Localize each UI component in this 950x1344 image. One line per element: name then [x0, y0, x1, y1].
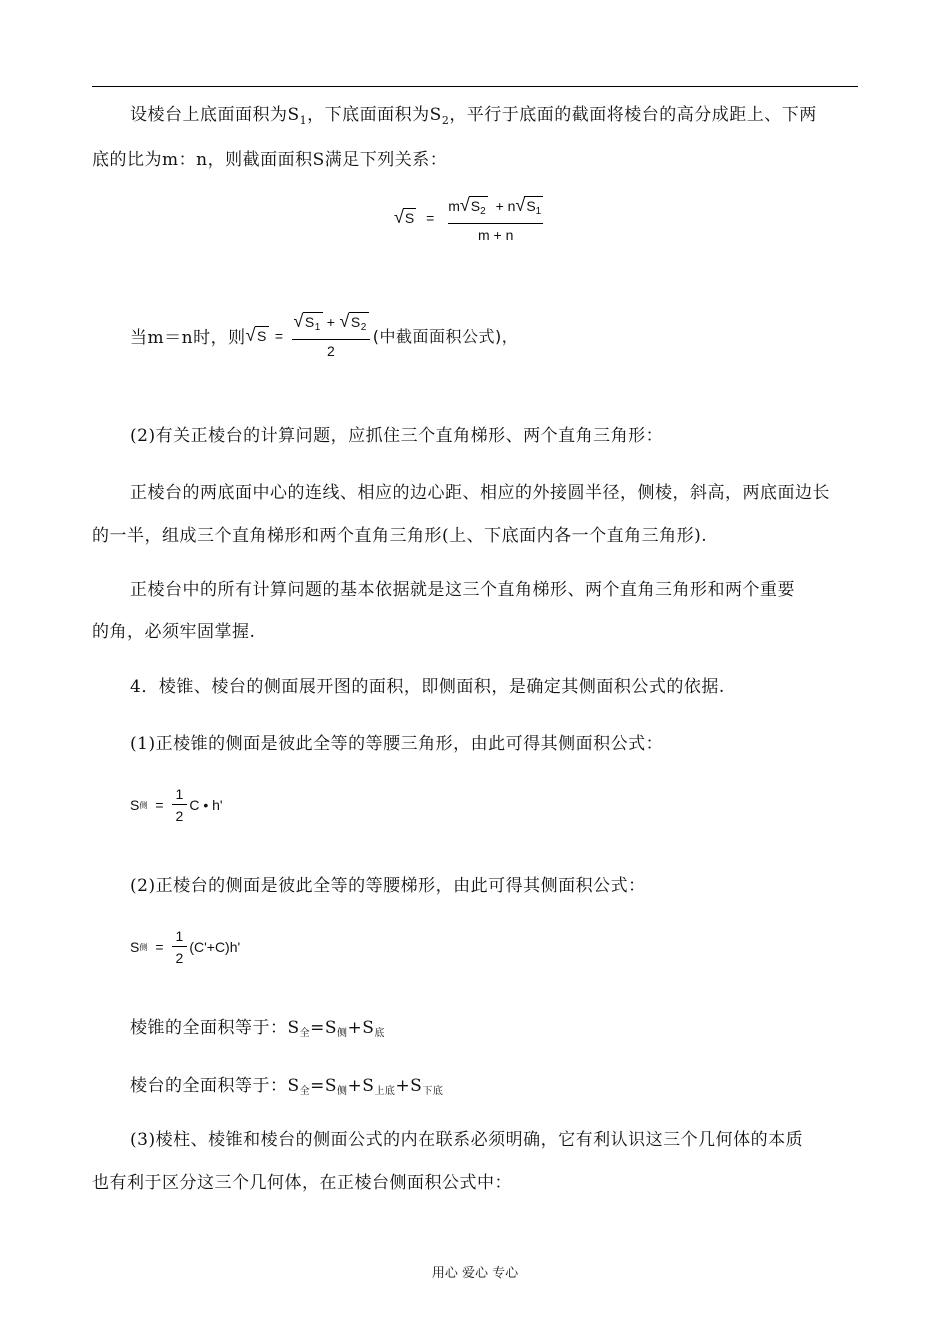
page-footer: 用心 爱心 专心 [431, 1266, 519, 1281]
paragraph-regular-frustum: (2)有关正棱台的计算问题，应抓住三个直角梯形、两个直角三角形： [130, 426, 664, 446]
formula-section-area [394, 196, 547, 243]
numerator: m √ $S_2$ + n √ $S_1$ [444, 196, 547, 223]
text: 设棱台上底面面积为S [130, 105, 300, 125]
formula-pyramid-lateral: S 侧 = $\frac{1}{2}$ C • h' [130, 786, 223, 824]
paragraph-midsection [130, 312, 518, 359]
formula-frustum-lateral: S 侧 = $\frac{1}{2}$ (C'+C)h' [130, 928, 241, 966]
text: (中截面面积公式)， [372, 327, 519, 346]
subscript: 1 [299, 114, 308, 127]
paragraph-relations-line1: (3)棱柱、棱锥和棱台的侧面公式的内在联系必须明确，它有利认识这三个几何体的本质 [130, 1130, 804, 1150]
paragraph-components-line2: 的一半，组成三个直角梯形和两个直角三角形(上、下底面内各一个直角三角形). [92, 526, 708, 546]
header-rule [92, 86, 858, 87]
formula-midsection: √ S = √ $S_1$ + √ $S_2$ 2 [246, 312, 373, 359]
paragraph-frustum-section-line2: 底的比为m：n，则截面面积S满足下列关系： [92, 150, 448, 170]
equals-sign: = [426, 210, 435, 227]
denominator: m + n [448, 223, 543, 243]
paragraph-frustum-section [130, 100, 817, 127]
paragraph-relations-line2: 也有利于区分这三个几何体，在正棱台侧面积公式中： [92, 1173, 512, 1193]
text: ，下底面面积为S [307, 105, 442, 125]
paragraph-basis-line1: 正棱台中的所有计算问题的基本依据就是这三个直角梯形、两个直角三角形和两个重要 [130, 580, 795, 600]
paragraph-pyramid-lateral: (1)正棱锥的侧面是彼此全等的等腰三角形，由此可得其侧面积公式： [130, 734, 664, 754]
text: 当m＝n时，则 [130, 328, 246, 348]
paragraph-basis-line2: 的角，必须牢固掌握. [92, 622, 256, 642]
sqrt-s: √ S [394, 207, 415, 228]
paragraph-frustum-total: 棱台的全面积等于：S全=S侧+S上底+S下底 [130, 1076, 444, 1097]
paragraph-lateral-area: 4．棱锥、棱台的侧面展开图的面积，即侧面积，是确定其侧面积公式的依据. [130, 677, 725, 697]
subscript: 2 [441, 114, 450, 127]
text: ，平行于底面的截面将棱台的高分成距上、下两 [449, 105, 817, 125]
paragraph-pyramid-total: 棱锥的全面积等于：S全=S侧+S底 [130, 1018, 385, 1039]
paragraph-frustum-lateral: (2)正棱台的侧面是彼此全等的等腰梯形，由此可得其侧面积公式： [130, 876, 646, 896]
fraction [444, 196, 547, 243]
paragraph-components-line1: 正棱台的两底面中心的连线、相应的边心距、相应的外接圆半径，侧棱，斜高，两底面边长 [130, 483, 830, 503]
